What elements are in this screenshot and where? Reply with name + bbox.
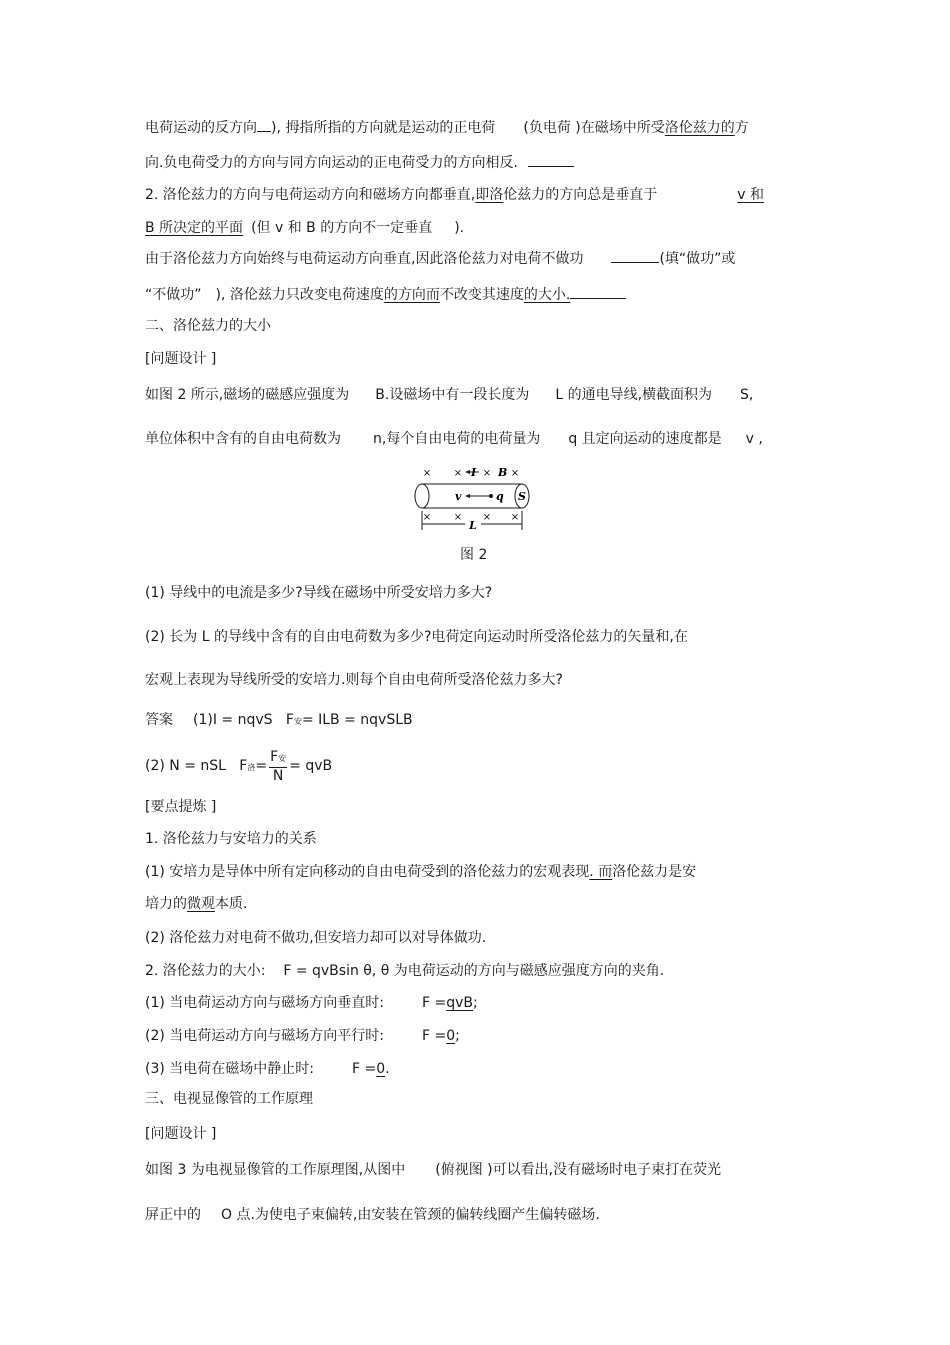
field-cross: ×	[422, 468, 432, 479]
text-line: 向.负电荷受力的方向与同方向运动的正电荷受力的方向相反.	[145, 152, 574, 173]
question-1: (1) 导线中的电流是多少?导线在磁场中所受安培力多大?	[145, 585, 493, 601]
text-line: 屏正中的 O 点.为使电子束偏转,由安装在管颈的偏转线圈产生偏转磁场.	[145, 1207, 600, 1223]
charge-dot	[489, 494, 493, 498]
field-label: B	[498, 466, 508, 479]
current-arrowhead	[465, 470, 470, 474]
velocity-arrowhead	[465, 494, 470, 498]
question-2: (2) 长为 L 的导线中含有的自由电荷数为多少?电荷定向运动时所受洛伦兹力的矢量和,在	[145, 629, 688, 645]
figure-caption: 图 2	[460, 547, 488, 563]
velocity-label: v	[455, 490, 462, 503]
text-line: 如图 3 为电视显像管的工作原理图,从图中 (俯视图 )可以看出,没有磁场时电子束打在荧光	[145, 1162, 722, 1178]
text-line: (2) 当电荷运动方向与磁场方向平行时: F =0;	[145, 1028, 460, 1044]
key-points-label: [要点提炼 ]	[145, 799, 217, 815]
question-design-label: [问题设计 ]	[145, 1126, 217, 1142]
field-cross: ×	[510, 512, 520, 523]
field-cross: ×	[422, 512, 432, 523]
question-design-label: [问题设计 ]	[145, 351, 217, 367]
text-line: (1) 当电荷运动方向与磁场方向垂直时: F =qvB;	[145, 995, 478, 1011]
text-line: (3) 当电荷在磁场中静止时: F =0.	[145, 1061, 390, 1077]
text-line: “不做功” ), 洛伦兹力只改变电荷速度的方向而不改变其速度的大小.	[145, 284, 626, 305]
charge-label: q	[496, 490, 504, 503]
text-line: 由于洛伦兹力方向始终与电荷运动方向垂直,因此洛伦兹力对电荷不做功 (填“做功”或	[145, 248, 735, 269]
text-line: (2) 洛伦兹力对电荷不做功,但安培力却可以对导体做功.	[145, 930, 487, 946]
section-heading: 二、洛伦兹力的大小	[145, 318, 271, 334]
text-line: 1. 洛伦兹力与安培力的关系	[145, 831, 317, 847]
cross-section-label: S	[518, 490, 526, 503]
question-2-cont: 宏观上表现为导线所受的安培力.则每个自由电荷所受洛伦兹力多大?	[145, 672, 563, 688]
section-heading: 三、电视显像管的工作原理	[145, 1091, 313, 1107]
answer-line-2: (2) N = nSL F洛= $\frac{\text{F安}}{N}$ = qvB	[145, 748, 333, 784]
wire-figure	[405, 462, 545, 532]
field-cross: ×	[510, 468, 520, 479]
wire-left-end	[415, 484, 429, 508]
text-line: 单位体积中含有的自由电荷数为 n,每个自由电荷的电荷量为 q 且定向运动的速度都是 v ,	[145, 431, 763, 447]
field-cross: ×	[482, 512, 492, 523]
text-line: 如图 2 所示,磁场的磁感应强度为 B.设磁场中有一段长度为 L 的通电导线,横截面积为 S,	[145, 387, 754, 403]
field-cross: ×	[453, 468, 463, 479]
length-label: L	[469, 519, 477, 532]
text-line: B 所决定的平面 (但 v 和 B 的方向不一定垂直 ).	[145, 220, 465, 236]
text-line: 2. 洛伦兹力的方向与电荷运动方向和磁场方向都垂直,即洛伦兹力的方向总是垂直于 v 和	[145, 187, 765, 203]
text-line: (1) 安培力是导体中所有定向移动的自由电荷受到的洛伦兹力的宏观表现. 而洛伦兹力是安	[145, 864, 697, 880]
field-cross: ×	[453, 512, 463, 523]
field-cross: ×	[482, 468, 492, 479]
text-line: 培力的微观本质.	[145, 896, 248, 912]
text-line: 电荷运动的反方向 ), 拇指所指的方向就是运动的正电荷 (负电荷 )在磁场中所受洛伦兹力的方	[145, 117, 749, 138]
text-line: 2. 洛伦兹力的大小: F = qvBsin θ, θ 为电荷运动的方向与磁感应强度方向的夹角.	[145, 963, 665, 979]
answer-line-1: 答案 (1)I = nqvS F安= ILB = nqvSLB	[145, 712, 413, 728]
current-label: I	[471, 466, 477, 479]
fraction: $\frac{\text{F安}}{N}$	[270, 748, 287, 784]
